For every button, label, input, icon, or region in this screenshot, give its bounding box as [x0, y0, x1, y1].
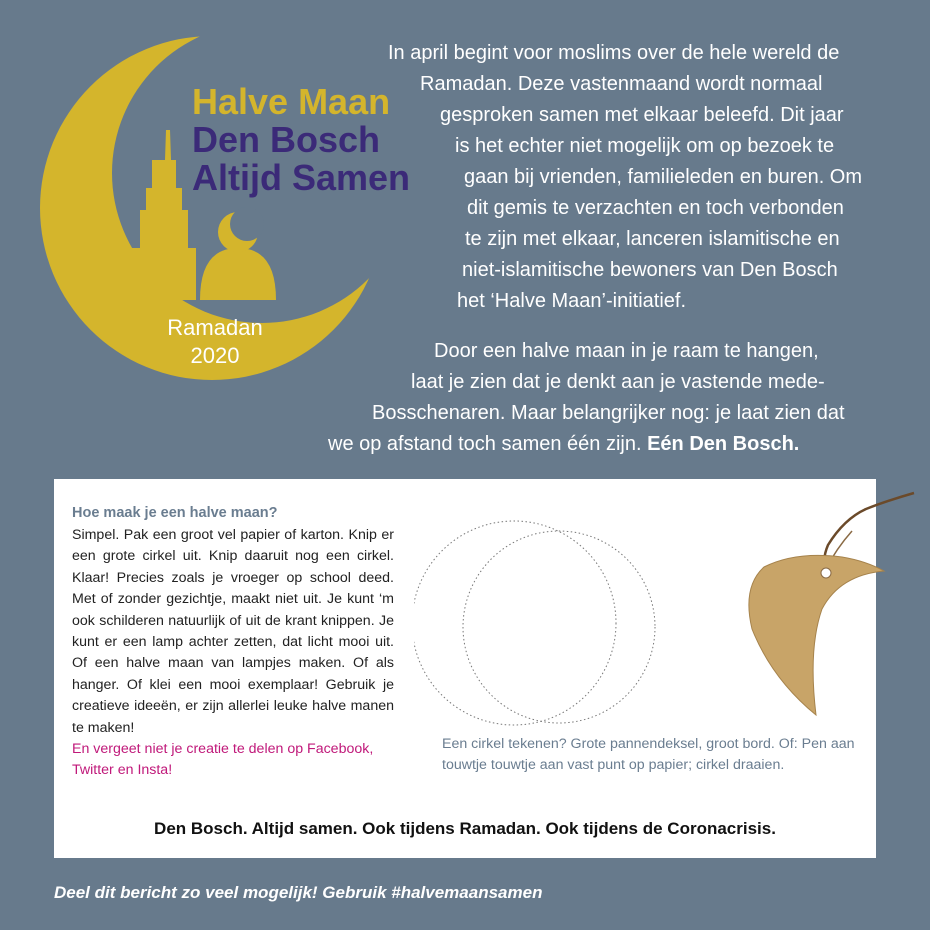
logo-line-1: Halve Maan	[192, 81, 391, 122]
cardboard-moon-hanger-icon	[676, 479, 930, 729]
howto-body: Simpel. Pak een groot vel papier of karton. Knip er een grote cirkel uit. Knip daaruit nog een cirkel. Klaar! Precies zoals je vroeger op school deed. Met of zonder gezichtje, maakt niet uit. Je kunt ‘m ook schilderen natuurlijk of uit de krant knippen. Je kunt er een lamp achter zetten, dat licht mooi uit. Of een halve maan van lampjes maken. Of als hanger. Of klei een mooi exemplaar! Gebruik je creatieve ideeën, er zijn allerlei leuke halve manen te maken! En vergeet niet je creatie te delen op Facebook, Twitter en Insta!	[72, 525, 394, 782]
een-den-bosch-emphasis: Eén Den Bosch.	[647, 433, 800, 455]
dotted-circles-illustration	[414, 509, 674, 729]
crescent-mosque-logo	[0, 0, 440, 440]
share-note: En vergeet niet je creatie te delen op Facebook, Twitter en Insta!	[72, 741, 374, 779]
card-footer-slogan: Den Bosch. Altijd samen. Ook tijdens Ramadan. Ook tijdens de Coronacrisis.	[154, 819, 776, 838]
circle-drawing-tip: Een cirkel tekenen? Grote pannendeksel, groot bord. Of: Pen aan touwtje touwtje aan vast punt op papier; cirkel draaien.	[442, 736, 855, 774]
logo-line-2: Den Bosch	[192, 119, 381, 160]
howto-title: Hoe maak je een halve maan?	[72, 505, 278, 521]
instructions-card	[54, 479, 876, 858]
share-hashtag-line: Deel dit bericht zo veel mogelijk! Gebruik #halvemaansamen	[54, 883, 543, 902]
ramadan-label: Ramadan 2020	[167, 315, 263, 368]
logo-line-3: Altijd Samen	[192, 157, 411, 198]
